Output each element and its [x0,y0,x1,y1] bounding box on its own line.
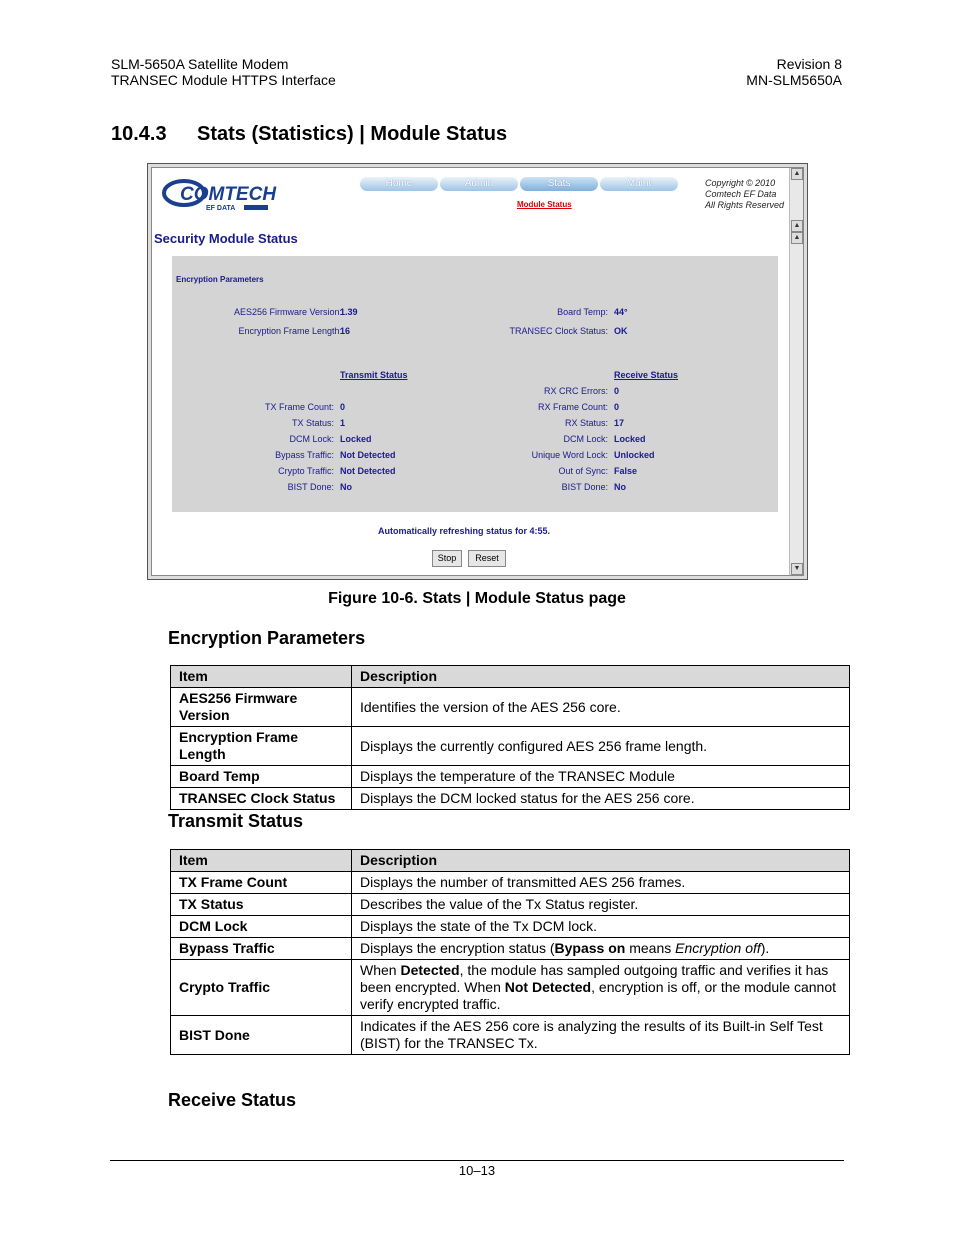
page-header-right [746,56,842,88]
row-item: Crypto Traffic [171,960,352,1016]
row-description: Displays the DCM locked status for the AES 256 core. [352,788,850,810]
row-description: Displays the temperature of the TRANSEC Module [352,766,850,788]
crypto-traffic-label: Crypto Traffic: [278,466,334,476]
copyright-line: Copyright © 2010 [705,178,776,188]
nav-tabs [360,177,680,191]
scroll-down-icon[interactable]: ▼ [791,563,803,575]
row-description: Displays the currently configured AES 256 frame length. [352,727,850,766]
section-number: 10.4.3 [111,123,167,145]
rx-frame-count-label: RX Frame Count: [537,402,608,412]
scroll-up-icon[interactable]: ▲ [791,220,803,232]
row-description: Identifies the version of the AES 256 core. [352,688,850,727]
encryption-parameters-heading: Encryption Parameters [168,628,366,648]
desc-text: ). [760,940,770,956]
column-header-item: Item [171,666,352,688]
bypass-traffic-label: Bypass Traffic: [275,450,334,460]
transec-clock-label: TRANSEC Clock Status: [509,326,608,336]
row-item: AES256 Firmware Version [171,688,352,727]
tx-status-label: TX Status: [291,418,334,428]
row-item: BIST Done [171,1016,352,1055]
page-number: 10–13 [458,1163,496,1178]
row-description: Displays the number of transmitted AES 256 frames. [352,872,850,894]
stop-button[interactable]: Stop [432,550,462,567]
header-subtitle: TRANSEC Module HTTPS Interface [111,72,336,88]
frame-length-value: 16 [340,326,351,336]
table-row [171,727,850,766]
row-description: Describes the value of the Tx Status register. [352,894,850,916]
board-temp-value: 44° [614,307,628,317]
table-row [171,916,850,938]
rx-dcm-lock-value: Locked [614,434,646,444]
rx-bist-done-value: No [614,482,626,492]
header-revision: Revision 8 [776,56,842,72]
figure-screenshot [147,163,808,580]
footer-divider [110,1160,844,1161]
row-item: Board Temp [171,766,352,788]
header-doc-number: MN-SLM5650A [746,72,842,88]
receive-status-heading: Receive Status [168,1090,297,1110]
table-row [171,1016,850,1055]
tab-stats[interactable]: Stats [520,177,598,191]
table-row [171,766,850,788]
tx-frame-count-label: TX Frame Count: [264,402,334,412]
transmit-status-heading: Transmit Status [168,811,304,831]
bypass-traffic-value: Not Detected [340,450,396,460]
transmit-status-table [170,849,850,1055]
row-item: TRANSEC Clock Status [171,788,352,810]
row-description [352,938,850,960]
column-header-description: Description [352,666,850,688]
table-row [171,894,850,916]
rx-dcm-lock-label: DCM Lock: [563,434,608,444]
desc-text: Displays the encryption status ( [360,940,555,956]
logo-text: COMTECH [180,184,277,205]
rx-crc-errors-value: 0 [614,386,620,396]
figure-caption: Figure 10-6. Stats | Module Status page [328,590,626,607]
board-temp-label: Board Temp: [557,307,608,317]
column-header-item: Item [171,850,352,872]
row-description: Displays the state of the Tx DCM lock. [352,916,850,938]
header-product: SLM-5650A Satellite Modem [111,56,289,72]
table-row [171,872,850,894]
unique-word-lock-label: Unique Word Lock: [531,450,608,460]
aes-firmware-value: 1.39 [340,307,358,317]
rx-bist-done-label: BIST Done: [561,482,608,492]
table-row [171,688,850,727]
tx-frame-count-value: 0 [340,402,346,412]
table-row [171,938,850,960]
encryption-parameters-table [170,665,850,810]
desc-text: means [625,940,676,956]
receive-status-link[interactable]: Receive Status [614,370,679,380]
tab-home[interactable]: Home [360,177,438,191]
status-panel [172,256,778,512]
copyright-notice [705,178,784,211]
column-header-description: Description [352,850,850,872]
rx-frame-count-value: 0 [614,402,620,412]
table-row [171,960,850,1016]
copyright-line: Comtech EF Data [705,189,777,199]
desc-text: When [360,962,401,978]
copyright-line: All Rights Reserved [705,200,785,210]
table-row [171,788,850,810]
section-heading [111,123,507,146]
transmit-status-link[interactable]: Transmit Status [340,370,408,380]
desc-bold: Bypass on [554,940,626,956]
tx-dcm-lock-value: Locked [340,434,372,444]
browser-viewport [151,167,804,576]
frame-length-label: Encryption Frame Length: [238,326,342,336]
row-item: Bypass Traffic [171,938,352,960]
unique-word-lock-value: Unlocked [614,450,655,460]
logo-subtext: EF DATA [206,205,236,212]
row-item: DCM Lock [171,916,352,938]
tab-admin[interactable]: Admin [440,177,518,191]
out-of-sync-value: False [614,466,638,476]
rx-status-value: 17 [614,418,625,428]
section-title: Stats (Statistics) | Module Status [197,123,508,145]
row-item: TX Frame Count [171,872,352,894]
row-item: Encryption Frame Length [171,727,352,766]
desc-italic: Encryption off [675,940,761,956]
scroll-up-icon[interactable]: ▲ [791,168,803,180]
tx-bist-done-label: BIST Done: [287,482,334,492]
table-header-row [171,666,850,688]
tx-bist-done-value: No [340,482,352,492]
security-module-status-title: Security Module Status [154,231,298,246]
page-header-left [111,56,336,88]
aes-firmware-label: AES256 Firmware Version: [233,307,342,317]
refresh-countdown: Automatically refreshing status for 4:55. [378,526,551,536]
row-description [352,960,850,1016]
row-item: TX Status [171,894,352,916]
table-header-row [171,850,850,872]
desc-bold: Detected [400,962,460,978]
vertical-scrollbar[interactable] [789,168,803,575]
desc-bold: Not Detected [504,979,592,995]
row-description: Indicates if the AES 256 core is analyzing the results of its Built-in Self Test (BIST) for the TRANSEC Tx. [352,1016,850,1055]
rx-crc-errors-label: RX CRC Errors: [543,386,608,396]
reset-button[interactable]: Reset [468,550,506,567]
transec-clock-value: OK [614,326,628,336]
crypto-traffic-value: Not Detected [340,466,396,476]
out-of-sync-label: Out of Sync: [558,466,608,476]
scroll-thumb[interactable]: ▲ [791,232,803,244]
comtech-logo [162,178,322,214]
desc-text: , the module has sampled outgoing traffic and verifies it has been encrypted. When [360,962,829,995]
rx-status-label: RX Status: [564,418,608,428]
desc-text: , encryption is off, or the module cannot verify encrypted traffic. [360,979,837,1012]
module-status-link[interactable]: Module Status [517,200,572,209]
tx-dcm-lock-label: DCM Lock: [289,434,334,444]
tab-maint[interactable]: Maint [600,177,678,191]
encryption-parameters-heading: Encryption Parameters [176,275,264,284]
tx-status-value: 1 [340,418,346,428]
